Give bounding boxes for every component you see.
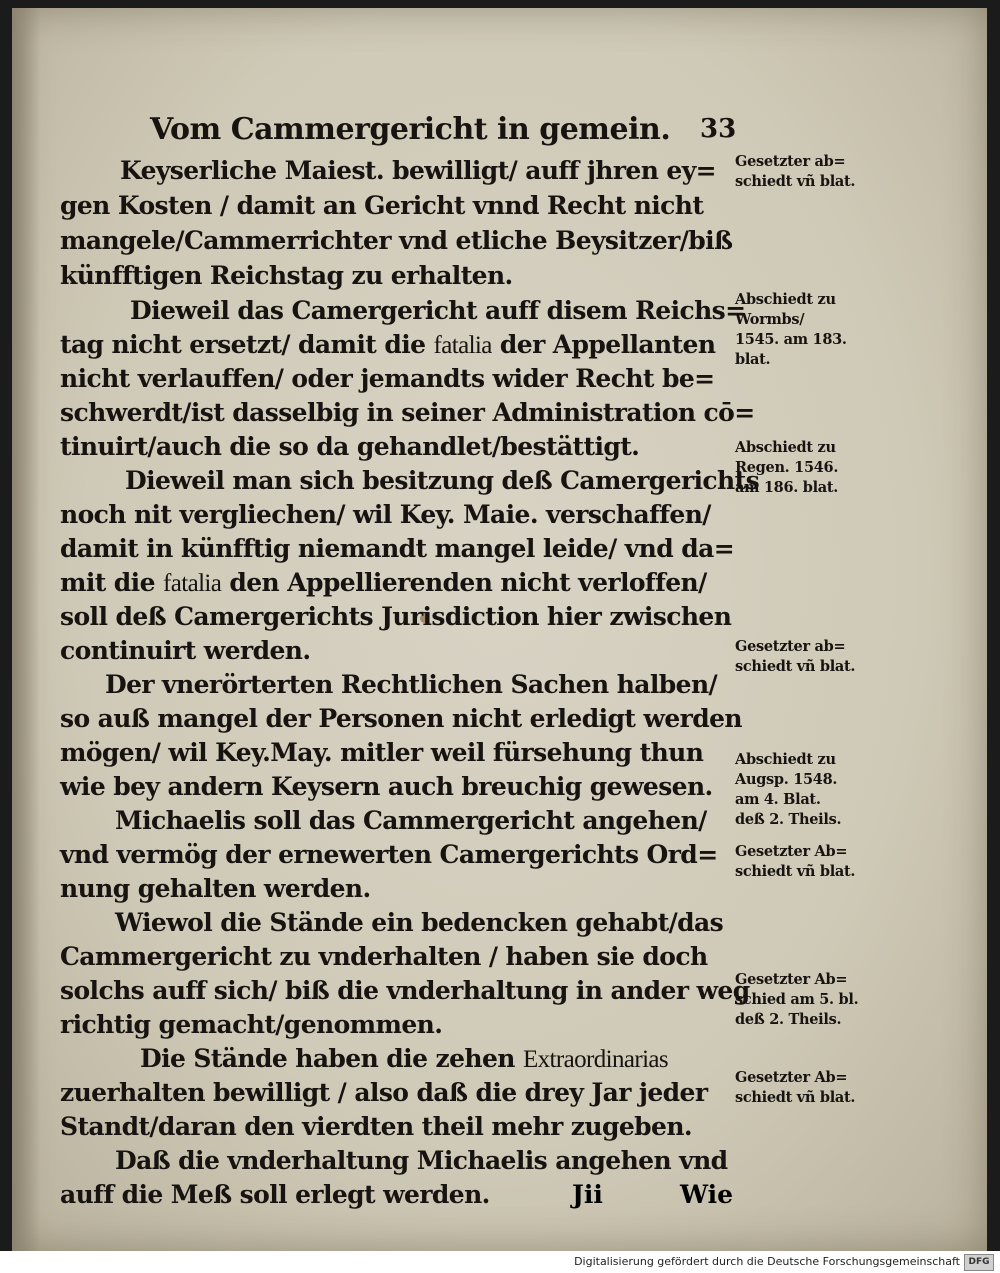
margin-note bbox=[735, 290, 885, 370]
digitization-footer bbox=[0, 1251, 1000, 1273]
margin-note-line: am 186. blat. bbox=[735, 479, 839, 496]
text-line: mangele/Cammerrichter vnd etliche Beysitzer/biß bbox=[60, 226, 733, 255]
margin-note bbox=[735, 970, 885, 1030]
margin-note bbox=[735, 438, 885, 498]
margin-note bbox=[735, 750, 885, 830]
margin-note-line: deß 2. Theils. bbox=[735, 811, 842, 828]
text-line bbox=[140, 1044, 668, 1074]
text-line: schwerdt/ist dasselbig in seiner Administration cō= bbox=[60, 398, 755, 427]
margin-note-line: blat. bbox=[735, 351, 771, 368]
text-line: nicht verlauffen/ oder jemandts wider Recht be= bbox=[60, 364, 715, 393]
text-line: Michaelis soll das Cammergericht angehen/ bbox=[115, 806, 707, 835]
text-line: Wiewol die Stände ein bedencken gehabt/das bbox=[115, 908, 724, 937]
latin-term: Extraordinarias bbox=[522, 1046, 669, 1073]
text-line: Cammergericht zu vnderhalten / haben sie doch bbox=[60, 942, 708, 971]
margin-note-line: 1545. am 183. bbox=[735, 331, 847, 348]
latin-term: fatalia bbox=[163, 570, 222, 597]
text-line bbox=[60, 568, 707, 598]
text-line: Dieweil das Camergericht auff disem Reichs= bbox=[130, 296, 746, 325]
text-line: so auß mangel der Personen nicht erledigt werden bbox=[60, 704, 742, 733]
running-header bbox=[150, 112, 740, 156]
text-line: Standt/daran den vierdten theil mehr zugeben. bbox=[60, 1112, 693, 1141]
catchword: Wie bbox=[680, 1180, 734, 1209]
text-line bbox=[60, 330, 715, 360]
text-line: continuirt werden. bbox=[60, 636, 311, 665]
text-fragment: den Appellierenden nicht verloffen/ bbox=[221, 568, 707, 597]
margin-note-line: schied am 5. bl. bbox=[735, 991, 859, 1008]
text-line: Der vnerörterten Rechtlichen Sachen halben/ bbox=[105, 670, 718, 699]
margin-note-line: Abschiedt zu bbox=[735, 291, 836, 308]
latin-term: fatalia bbox=[433, 332, 492, 359]
text-fragment: Die Stände haben die zehen bbox=[140, 1044, 523, 1073]
signature-mark: Jii bbox=[572, 1180, 603, 1209]
margin-note-line: am 4. Blat. bbox=[735, 791, 821, 808]
text-line: noch nit vergliechen/ wil Key. Maie. verschaffen/ bbox=[60, 500, 711, 529]
margin-note-line: Gesetzter ab= bbox=[735, 638, 846, 655]
text-line: mögen/ wil Key.May. mitler weil fürsehung thun bbox=[60, 738, 704, 767]
text-line: nung gehalten werden. bbox=[60, 874, 371, 903]
text-line: künfftigen Reichstag zu erhalten. bbox=[60, 261, 513, 290]
page-gutter-shadow bbox=[12, 8, 40, 1251]
text-line: soll deß Camergerichts Jurisdiction hier zwischen bbox=[60, 602, 732, 631]
running-title: Vom Cammergericht in gemein. bbox=[150, 112, 671, 147]
margin-note-line: Augsp. 1548. bbox=[735, 771, 838, 788]
text-fragment: der Appellanten bbox=[491, 330, 716, 359]
margin-note-line: deß 2. Theils. bbox=[735, 1011, 842, 1028]
text-line: vnd vermög der ernewerten Camergerichts Ord= bbox=[60, 840, 718, 869]
text-line: zuerhalten bewilligt / also daß die drey Jar jeder bbox=[60, 1078, 708, 1107]
text-line: solchs auff sich/ biß die vnderhaltung in ander weg bbox=[60, 976, 750, 1005]
margin-note-line: Abschiedt zu bbox=[735, 439, 836, 456]
margin-note-line: Gesetzter Ab= bbox=[735, 971, 848, 988]
text-line: Dieweil man sich besitzung deß Camergerichts bbox=[125, 466, 760, 495]
margin-note-line: schiedt vñ blat. bbox=[735, 173, 856, 190]
margin-note-line: schiedt vñ blat. bbox=[735, 1089, 856, 1106]
dfg-logo: DFG bbox=[964, 1254, 994, 1271]
margin-note-line: Abschiedt zu bbox=[735, 751, 836, 768]
margin-note-line: Gesetzter ab= bbox=[735, 153, 846, 170]
margin-note-line: Gesetzter Ab= bbox=[735, 1069, 848, 1086]
text-line: Keyserliche Maiest. bewilligt/ auff jhren ey= bbox=[120, 156, 716, 185]
margin-note bbox=[735, 637, 885, 677]
funding-credit: Digitalisierung gefördert durch die Deutsche Forschungsgemeinschaft bbox=[574, 1255, 960, 1268]
text-line: Daß die vnderhaltung Michaelis angehen vnd bbox=[115, 1146, 728, 1175]
text-fragment: tag nicht ersetzt/ damit die bbox=[60, 330, 434, 359]
text-line: gen Kosten / damit an Gericht vnnd Recht nicht bbox=[60, 191, 704, 220]
margin-note-line: Gesetzter Ab= bbox=[735, 843, 848, 860]
page-number: 33 bbox=[700, 114, 737, 144]
text-line: wie bey andern Keysern auch breuchig gewesen. bbox=[60, 772, 713, 801]
margin-note bbox=[735, 152, 885, 192]
text-line: richtig gemacht/genommen. bbox=[60, 1010, 443, 1039]
text-line: auff die Meß soll erlegt werden. bbox=[60, 1180, 490, 1209]
margin-note-line: Regen. 1546. bbox=[735, 459, 839, 476]
margin-note bbox=[735, 1068, 885, 1108]
text-line: tinuirt/auch die so da gehandlet/bestättigt. bbox=[60, 432, 640, 461]
margin-note-line: schiedt vñ blat. bbox=[735, 658, 856, 675]
margin-note-line: Wormbs/ bbox=[735, 311, 805, 328]
text-fragment: mit die bbox=[60, 568, 163, 597]
text-line: damit in künfftig niemandt mangel leide/ vnd da= bbox=[60, 534, 735, 563]
margin-note bbox=[735, 842, 885, 882]
margin-note-line: schiedt vñ blat. bbox=[735, 863, 856, 880]
